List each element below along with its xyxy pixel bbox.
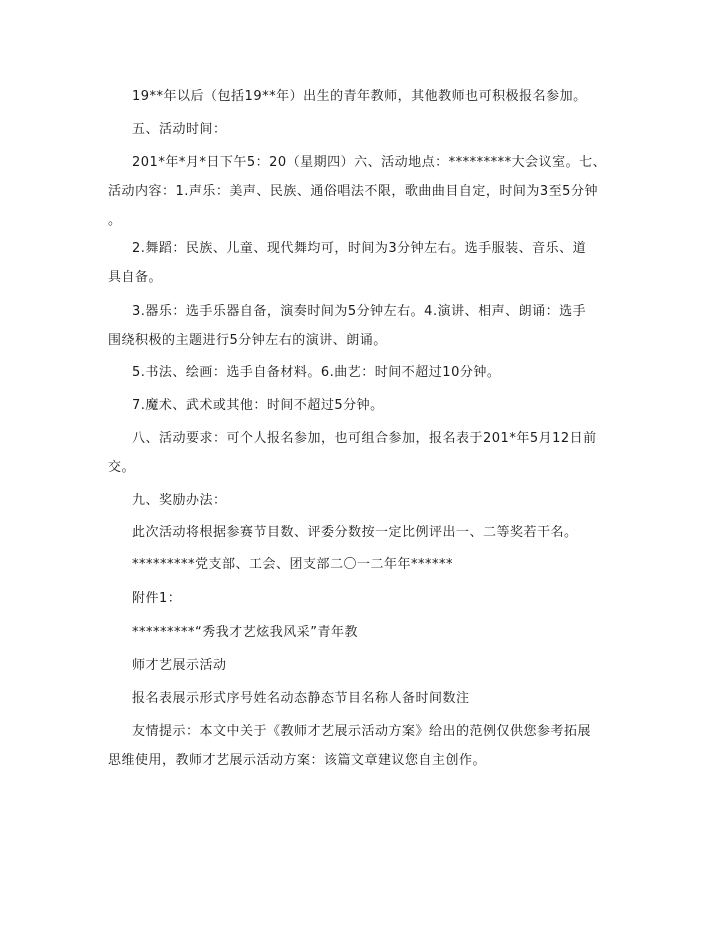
section-5-heading: [132, 115, 612, 144]
text-line: 5.书法、绘画：选手自备材料。6.曲艺：时间不超过10分钟。: [132, 365, 501, 380]
text-line: 报名表展示形式序号姓名动态静态节目名称人备时间数注: [132, 691, 470, 706]
text-line: 3.器乐：选手乐器自备，演奏时间为5分钟左右。4.演讲、相声、朗诵：选手: [132, 304, 587, 319]
text-line: *********党支部、工会、团支部二〇一二年年******: [132, 557, 454, 572]
paragraph-friendly-tip: [108, 717, 612, 775]
paragraph-organizers: [132, 550, 612, 579]
attachment-title-line-2: [132, 651, 612, 680]
text-line: 五、活动时间：: [132, 122, 227, 137]
paragraph-dance: [108, 234, 612, 292]
paragraph-calligraphy-opera: [132, 358, 612, 387]
text-line: 思维使用，教师才艺展示活动方案：该篇文章建议您自主创作。: [108, 753, 487, 768]
text-line: 201*年*月*日下午5：20（星期四）六、活动地点：*********大会议室。七、: [132, 155, 607, 170]
text-line: 九、奖励办法：: [132, 493, 227, 508]
paragraph-instrument-speech: [108, 297, 612, 355]
text-line: 围绕积极的主题进行5分钟左右的演讲、朗诵。: [108, 333, 387, 348]
paragraph-magic-martial: [132, 391, 612, 420]
text-line: *********“秀我才艺炫我风采”青年教: [132, 625, 358, 640]
paragraph-award-method: [132, 518, 612, 547]
text-line: 八、活动要求：可个人报名参加，也可组合参加，报名表于201*年5月12日前: [132, 431, 597, 446]
text-line: 此次活动将根据参赛节目数、评委分数按一定比例评出一、二等奖若干名。: [132, 525, 578, 540]
attachment-title-line-1: [132, 618, 612, 647]
text-line: 2.舞蹈：民族、儿童、现代舞均可，时间为3分钟左右。选手服装、音乐、道: [132, 241, 587, 256]
section-9-heading: [132, 486, 612, 515]
paragraph-eligibility: [132, 82, 612, 111]
paragraph-time-place-content: [108, 148, 612, 235]
text-line: 。: [108, 213, 122, 228]
text-line: 活动内容：1.声乐：美声、民族、通俗唱法不限，歌曲曲目自定，时间为3至5分钟: [108, 184, 598, 199]
text-line: 7.魔术、武术或其他：时间不超过5分钟。: [132, 398, 384, 413]
paragraph-section-8: [108, 424, 612, 482]
text-line: 友情提示：本文中关于《教师才艺展示活动方案》给出的范例仅供您参考拓展: [132, 724, 592, 739]
text-line: 具自备。: [108, 270, 163, 285]
text-line: 师才艺展示活动: [132, 658, 227, 673]
text-line: 附件1：: [132, 591, 182, 606]
attachment-label: [132, 584, 612, 613]
form-column-headings: [132, 684, 612, 713]
text-line: 交。: [108, 460, 136, 475]
text-line: 19**年以后（包括19**年）出生的青年教师，其他教师也可积极报名参加。: [132, 89, 587, 104]
